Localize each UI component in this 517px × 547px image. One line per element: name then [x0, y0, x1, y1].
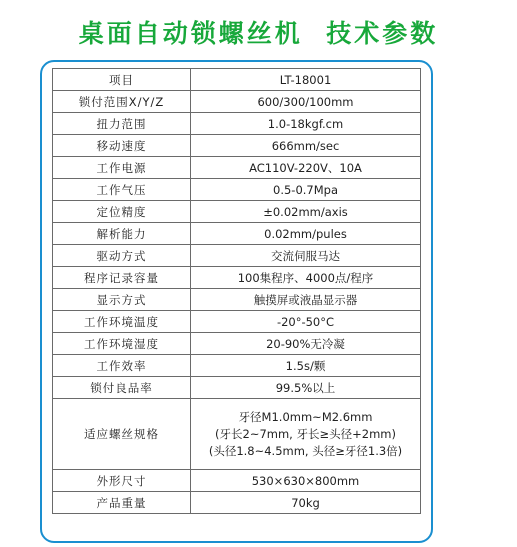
table-row	[53, 223, 421, 245]
row-value: 666mm/sec	[191, 135, 421, 157]
table-row	[53, 377, 421, 399]
row-label: 移动速度	[53, 135, 191, 157]
row-label: 工作环境湿度	[53, 333, 191, 355]
row-label: 驱动方式	[53, 245, 191, 267]
table-row	[53, 245, 421, 267]
row-value: 20-90%无冷凝	[191, 333, 421, 355]
table-row	[53, 157, 421, 179]
table-row	[53, 333, 421, 355]
row-label: 工作效率	[53, 355, 191, 377]
row-value: -20°-50°C	[191, 311, 421, 333]
row-value: 99.5%以上	[191, 377, 421, 399]
screw-spec-line: (头径1.8~4.5mm, 头径≥牙径1.3倍)	[208, 443, 403, 458]
table-row	[53, 179, 421, 201]
row-value: AC110V-220V、10A	[191, 157, 421, 179]
row-value: 1.0-18kgf.cm	[191, 113, 421, 135]
table-row	[53, 289, 421, 311]
table-row	[53, 399, 421, 470]
row-label: 定位精度	[53, 201, 191, 223]
row-label: 工作气压	[53, 179, 191, 201]
table-row	[53, 267, 421, 289]
row-value: 0.5-0.7Mpa	[191, 179, 421, 201]
row-value: 70kg	[191, 492, 421, 514]
row-label: 外形尺寸	[53, 470, 191, 492]
table-row	[53, 201, 421, 223]
table-row	[53, 492, 421, 514]
table-row	[53, 91, 421, 113]
table-row	[53, 470, 421, 492]
row-value: ±0.02mm/axis	[191, 201, 421, 223]
spec-table	[52, 68, 421, 514]
screw-spec-line: 牙径M1.0mm~M2.6mm	[238, 409, 373, 424]
row-label: 工作环境温度	[53, 311, 191, 333]
row-value: 交流伺服马达	[191, 245, 421, 267]
page-title: 桌面自动锁螺丝机 技术参数	[78, 19, 439, 48]
table-row	[53, 135, 421, 157]
row-label: 项目	[53, 69, 191, 91]
table-row	[53, 113, 421, 135]
row-value: 100集程序、4000点/程序	[191, 267, 421, 289]
row-label: 适应螺丝规格	[53, 399, 191, 470]
row-label: 工作电源	[53, 157, 191, 179]
screw-spec-line: (牙长2~7mm, 牙长≥头径+2mm)	[215, 426, 396, 441]
row-label: 产品重量	[53, 492, 191, 514]
table-row	[53, 355, 421, 377]
row-label: 锁付范围X/Y/Z	[53, 91, 191, 113]
row-value: 触摸屏或液晶显示器	[191, 289, 421, 311]
row-label: 锁付良品率	[53, 377, 191, 399]
row-value: 0.02mm/pules	[191, 223, 421, 245]
row-value: LT-18001	[191, 69, 421, 91]
row-value: 530×630×800mm	[191, 470, 421, 492]
table-row	[53, 69, 421, 91]
table-row	[53, 311, 421, 333]
row-label: 解析能力	[53, 223, 191, 245]
row-value: 600/300/100mm	[191, 91, 421, 113]
row-label: 显示方式	[53, 289, 191, 311]
row-label: 程序记录容量	[53, 267, 191, 289]
row-value: 1.5s/颗	[191, 355, 421, 377]
row-label: 扭力范围	[53, 113, 191, 135]
row-value-multiline	[191, 399, 421, 470]
